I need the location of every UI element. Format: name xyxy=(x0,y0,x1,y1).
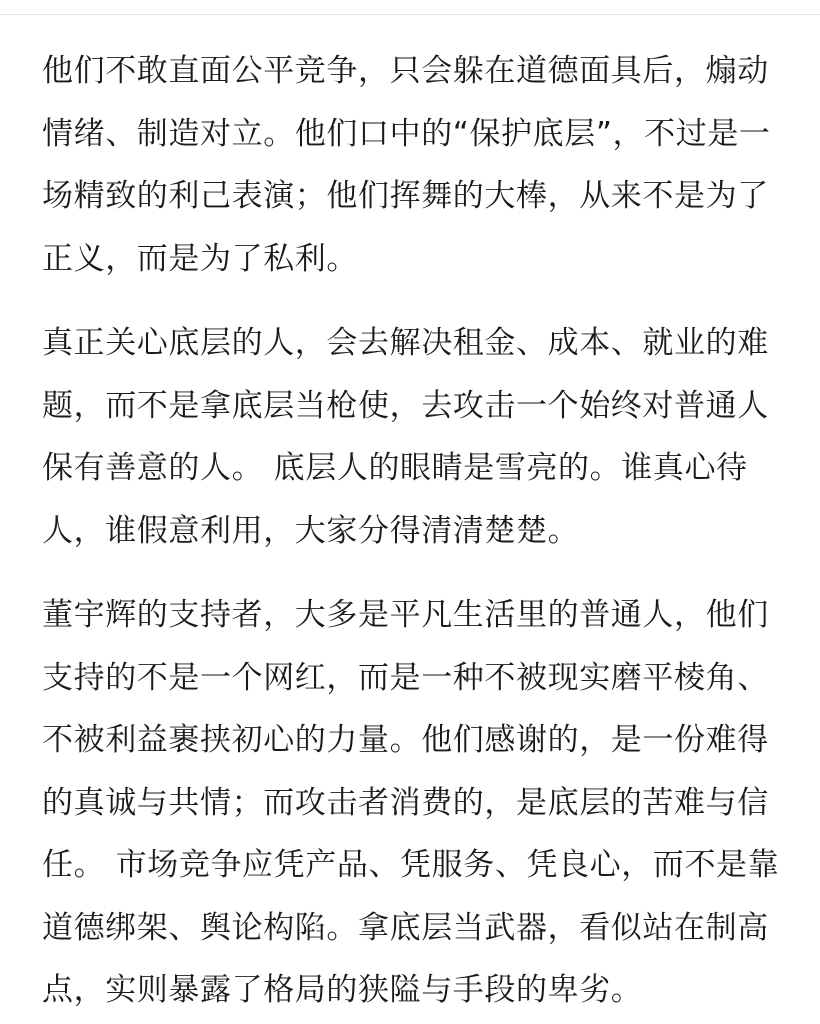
paragraph-1: 他们不敢直面公平竞争，只会躲在道德面具后，煽动情绪、制造对立。他们口中的“保护底层”，不过是一场精致的利己表演；他们挥舞的大棒，从来不是为了正义，而是为了私利。 xyxy=(42,53,771,277)
article-body xyxy=(42,40,782,1022)
paragraph-2: 真正关心底层的人，会去解决租金、成本、就业的难题，而不是拿底层当枪使，去攻击一个始终对普通人保有善意的人。 底层人的眼睛是雪亮的。谁真心待人，谁假意利用，大家分得清清楚楚。 xyxy=(42,325,769,549)
paragraph-3: 董宇辉的支持者，大多是平凡生活里的普通人，他们支持的不是一个网红，而是一种不被现实磨平棱角、不被利益裹挟初心的力量。他们感谢的，是一份难得的真诚与共情；而攻击者消费的，是底层的苦难与信任。 市场竞争应凭产品、凭服务、凭良心，而不是靠道德绑架、舆论构陷。拿底层当武器，看似站在制高点，实则暴露了格局的狭隘与手段的卑劣。 xyxy=(42,597,780,1008)
top-divider xyxy=(0,14,820,15)
